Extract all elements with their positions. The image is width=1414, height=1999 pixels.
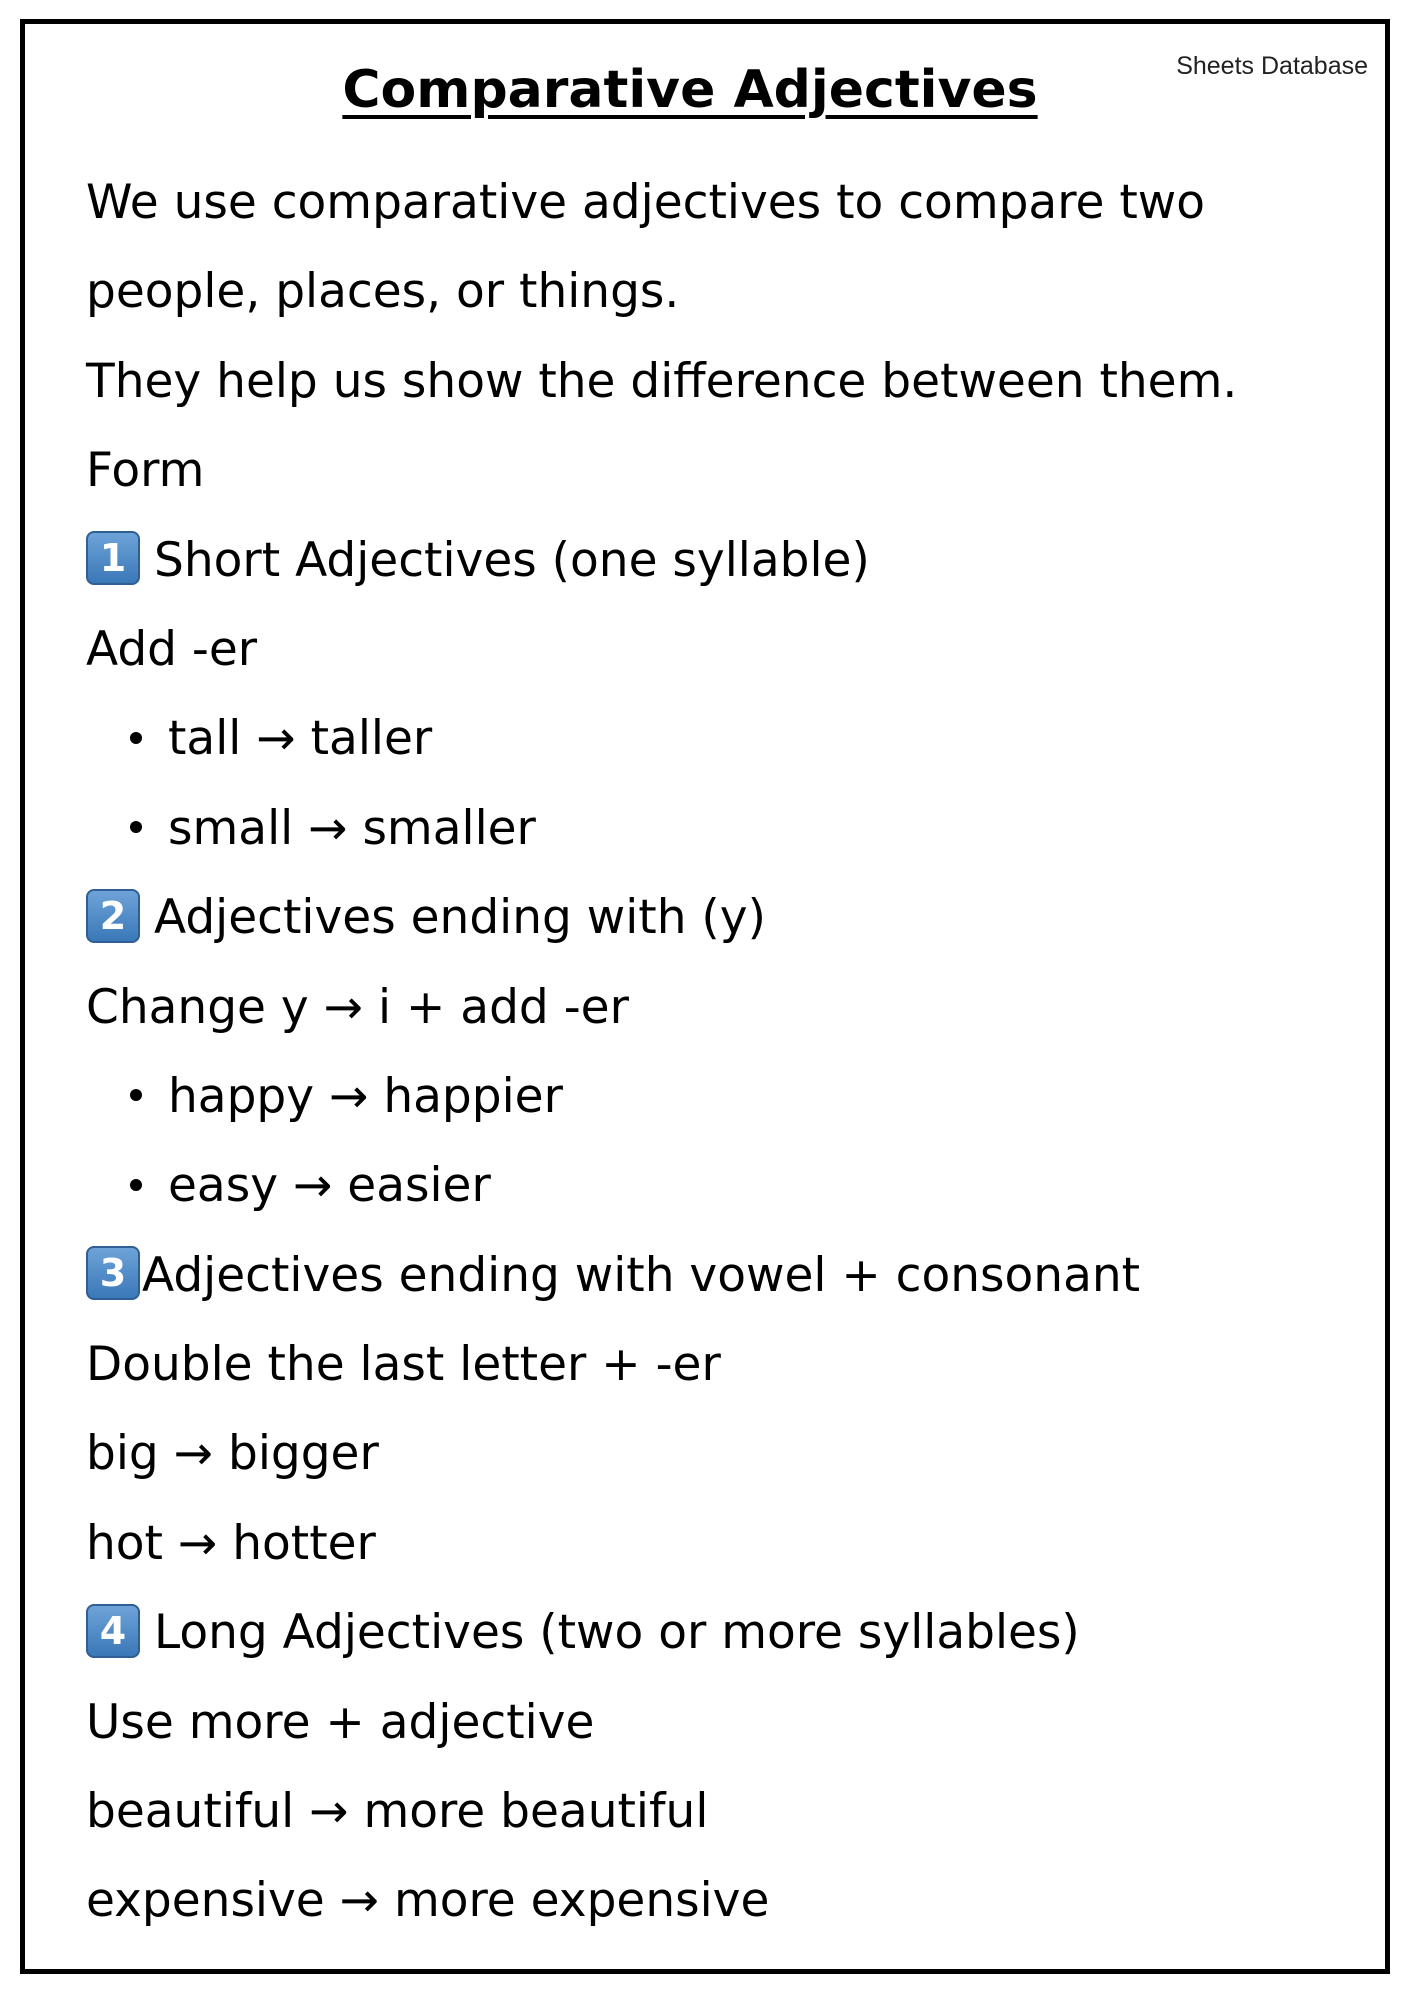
number-keycap-icon: 3: [86, 1246, 140, 1300]
section-1-heading: [86, 526, 1366, 615]
watermark: Sheets Database: [1176, 52, 1368, 80]
page-title: Comparative Adjectives: [342, 60, 1038, 120]
example-line: expensive → more expensive: [86, 1873, 770, 1929]
example-text: tall → taller: [168, 711, 433, 767]
list-item: [86, 704, 1366, 793]
number-keycap-icon: 4: [86, 1604, 140, 1658]
section-heading-text: Short Adjectives (one syllable): [154, 532, 870, 588]
example-text: small → smaller: [168, 800, 536, 856]
section-heading-text: Adjectives ending with (y): [154, 890, 766, 946]
section-2-rule: Change y → i + add -er: [86, 979, 629, 1035]
section-4-heading: [86, 1598, 1366, 1687]
section-2-heading: [86, 883, 1366, 972]
number-keycap-icon: 1: [86, 531, 140, 585]
intro-line-1: We use comparative adjectives to compare two: [86, 175, 1206, 230]
number-keycap-icon: 2: [86, 889, 140, 943]
section-4-rule: Use more + adjective: [86, 1694, 595, 1750]
example-text: easy → easier: [168, 1158, 491, 1214]
section-3-rule: Double the last letter + -er: [86, 1337, 721, 1393]
bullet-dot-icon: [130, 821, 142, 833]
form-heading: Form: [86, 443, 205, 499]
example-line: hot → hotter: [86, 1515, 376, 1571]
list-item: [86, 1151, 1366, 1240]
intro-line-2: people, places, or things.: [86, 264, 680, 320]
section-1-rule: Add -er: [86, 621, 258, 677]
worksheet-content: [86, 168, 1366, 1956]
list-item: [86, 794, 1366, 883]
intro-line-3: They help us show the difference between them.: [86, 353, 1238, 409]
bullet-dot-icon: [130, 1089, 142, 1101]
section-3-heading: [86, 1241, 1366, 1330]
section-heading-text: Long Adjectives (two or more syllables): [154, 1605, 1080, 1661]
bullet-dot-icon: [130, 1179, 142, 1191]
list-item: [86, 1062, 1366, 1151]
example-line: big → bigger: [86, 1426, 379, 1482]
example-line: beautiful → more beautiful: [86, 1784, 709, 1840]
bullet-dot-icon: [130, 732, 142, 744]
section-heading-text: Adjectives ending with vowel + consonant: [142, 1247, 1141, 1303]
example-text: happy → happier: [168, 1068, 563, 1124]
